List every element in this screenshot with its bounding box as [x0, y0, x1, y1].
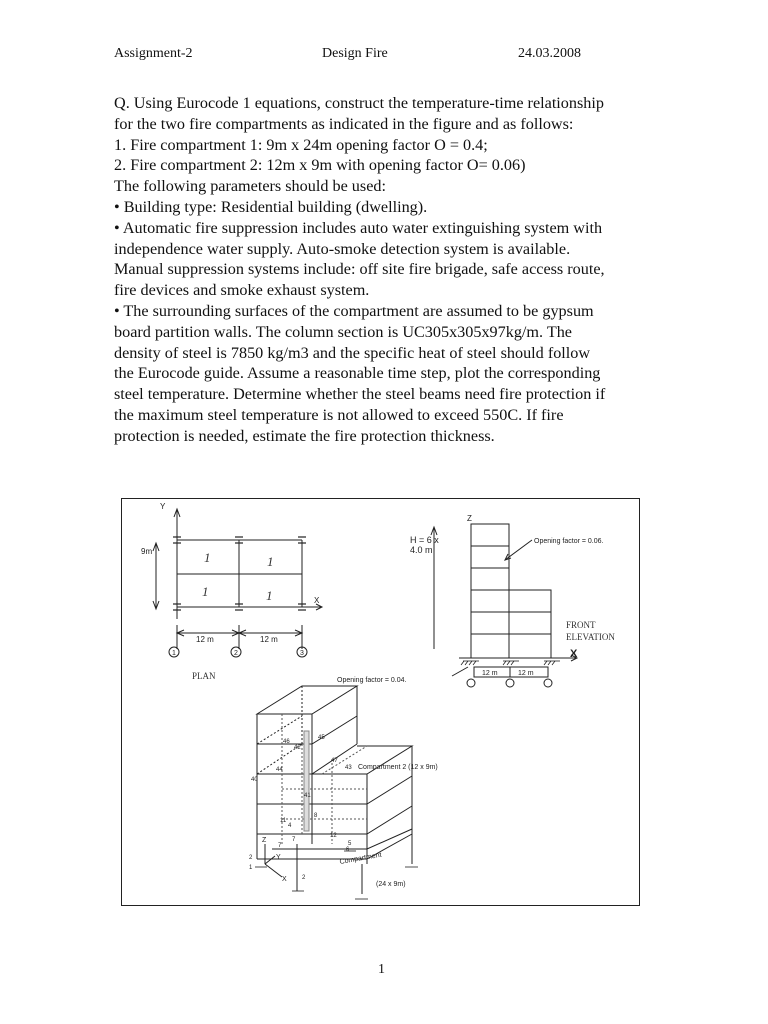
elev-axis-z: Z	[467, 514, 472, 523]
iso-axis-y: Y	[276, 854, 281, 861]
question-line: • Automatic fire suppression includes auto water extinguishing system with	[114, 218, 603, 237]
iso-node: 2	[302, 875, 306, 881]
question-line: 1. Fire compartment 1: 9m x 24m opening factor O = 0.4;	[114, 135, 488, 154]
iso-node: 43	[345, 765, 352, 771]
question-line: 2. Fire compartment 2: 12m x 9m with opening factor O= 0.06)	[114, 156, 526, 175]
iso-compartment-2: Compartment 2 (12 x 9m)	[358, 764, 438, 771]
iso-node: 41	[304, 793, 311, 799]
iso-node: 1	[249, 865, 253, 871]
iso-node: 47	[331, 758, 338, 764]
structure-figure	[121, 498, 640, 906]
question-line: for the two fire compartments as indicated in the figure and as follows:	[114, 114, 574, 133]
iso-node: 7	[278, 843, 282, 849]
iso-node: 12	[330, 833, 337, 839]
elev-dim-12m-a: 12 m	[482, 670, 498, 677]
iso-node: 2	[249, 855, 253, 861]
iso-node: 45	[318, 735, 325, 741]
plan-view	[153, 509, 322, 657]
plan-axis-x: X	[314, 596, 320, 605]
header-assignment: Assignment-2	[114, 46, 193, 61]
question-text	[114, 93, 674, 447]
question-line: • Building type: Residential building (dwelling).	[114, 197, 428, 216]
iso-node: 7	[292, 837, 296, 843]
iso-axis-z: Z	[262, 837, 267, 844]
iso-node: 46	[283, 739, 290, 745]
elev-front-label-2: ELEVATION	[566, 632, 615, 642]
question-line: density of steel is 7850 kg/m3 and the specific heat of steel should follow	[114, 343, 591, 362]
question-line: board partition walls. The column section is UC305x305x97kg/m. The	[114, 322, 572, 341]
plan-axis-y: Y	[160, 502, 166, 511]
plan-dim-12m-b: 12 m	[260, 635, 278, 644]
question-line: • The surrounding surfaces of the compartment are assumed to be gypsum	[114, 301, 594, 320]
plan-dim-9m: 9m	[141, 547, 153, 556]
question-line: the maximum steel temperature is not allowed to exceed 550C. If fire	[114, 405, 564, 424]
plan-grid-3: 3	[300, 650, 304, 657]
front-elevation	[431, 524, 577, 687]
question-line: fire devices and smoke exhaust system.	[114, 281, 370, 300]
iso-compartment-1: Compartment	[339, 851, 383, 866]
plan-bay-mark: 1	[202, 584, 209, 599]
elev-opening-top: Opening factor = 0.06.	[534, 538, 604, 545]
elev-opening-bottom: Opening factor = 0.04.	[337, 677, 407, 684]
elev-height-2: 4.0 m	[410, 545, 433, 555]
plan-bay-mark: 1	[267, 554, 274, 569]
elev-height-1: H = 6 x	[410, 535, 439, 545]
question-line: steel temperature. Determine whether the steel beams need fire protection if	[114, 385, 606, 404]
plan-dim-12m-a: 12 m	[196, 635, 214, 644]
iso-axis-x: X	[282, 876, 287, 883]
question-line: independence water supply. Auto-smoke detection system is available.	[114, 239, 571, 258]
question-line: Q. Using Eurocode 1 equations, construct the temperature-time relationship	[114, 94, 604, 112]
iso-compartment-1-dims: (24 x 9m)	[376, 881, 406, 888]
elev-axis-x: X	[570, 648, 578, 660]
figure-drawing	[122, 499, 638, 904]
iso-node: 4	[288, 823, 292, 829]
iso-node: 5	[348, 841, 352, 847]
page-number: 1	[378, 962, 385, 977]
iso-node: 11	[280, 818, 287, 824]
question-line: Manual suppression systems include: off site fire brigade, safe access route,	[114, 260, 605, 279]
header-date: 24.03.2008	[518, 46, 581, 61]
plan-grid-1: 1	[172, 650, 176, 657]
elev-front-label-1: FRONT	[566, 620, 596, 630]
elev-dim-12m-b: 12 m	[518, 670, 534, 677]
isometric-view	[255, 686, 418, 899]
plan-bay-mark: 1	[266, 588, 273, 603]
plan-label: PLAN	[192, 671, 216, 681]
iso-node: 44	[276, 767, 283, 773]
question-line: the Eurocode guide. Assume a reasonable time step, plot the corresponding	[114, 364, 601, 383]
iso-node: 6	[346, 847, 350, 853]
plan-grid-2: 2	[234, 650, 238, 657]
header-title: Design Fire	[322, 46, 388, 61]
question-line: The following parameters should be used:	[114, 177, 386, 196]
question-line: protection is needed, estimate the fire protection thickness.	[114, 426, 495, 445]
iso-node: 40	[251, 777, 258, 783]
iso-node: 8	[314, 813, 318, 819]
plan-bay-mark: 1	[204, 550, 211, 565]
iso-node: 42	[294, 745, 301, 751]
